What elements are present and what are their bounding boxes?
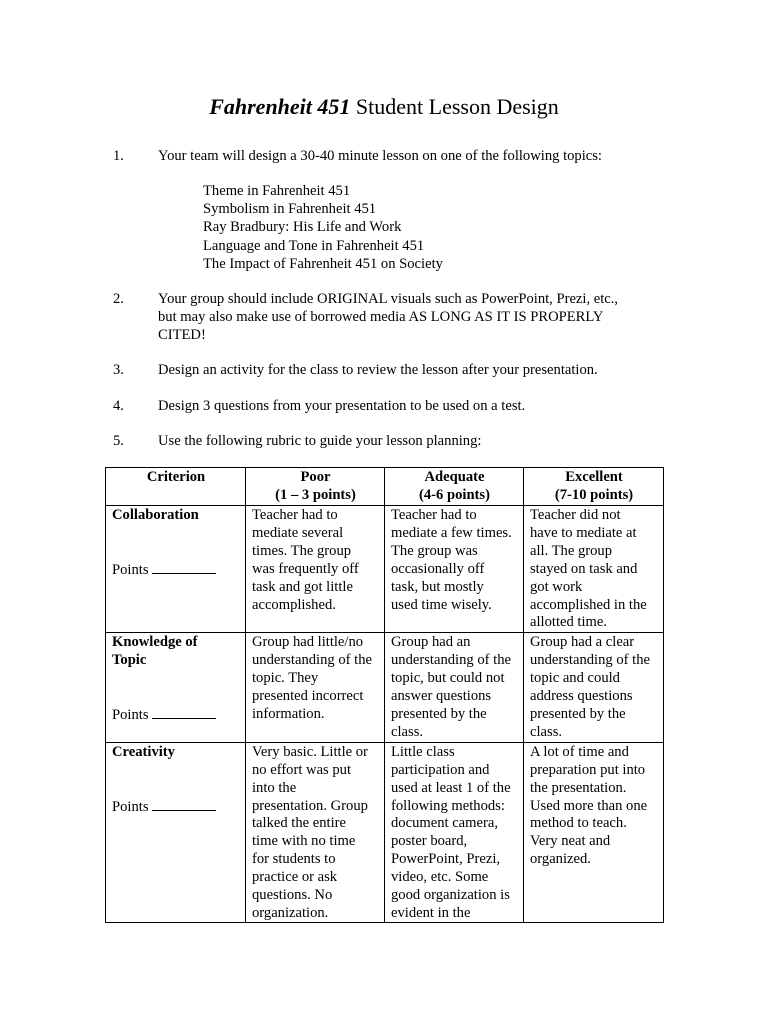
points-blank: [152, 798, 216, 811]
points-blank: [152, 706, 216, 719]
points-label: Points: [112, 561, 149, 578]
poor-cell: [246, 742, 385, 922]
cell-line: practice or ask: [252, 869, 338, 886]
cell-line: understanding of the: [530, 652, 650, 669]
points-label: Points: [112, 798, 149, 815]
cell-line: A lot of time and: [530, 743, 629, 760]
cell-line: Teacher had to: [252, 507, 338, 523]
cell-line: the presentation.: [530, 779, 627, 796]
header-range: (1 – 3 points): [275, 486, 356, 503]
item-text-line: CITED!: [158, 327, 206, 343]
cell-line: accomplished.: [252, 596, 336, 613]
cell-line: time with no time: [252, 833, 356, 850]
cell-line: have to mediate at: [530, 524, 637, 541]
cell-line: allotted time.: [530, 614, 608, 631]
excellent-cell: [524, 742, 664, 922]
cell-line: PowerPoint, Prezi,: [391, 851, 501, 868]
item-text-line: but may also make use of borrowed media AS LONG AS IT IS PROPERLY: [158, 309, 604, 325]
excellent-cell: [524, 633, 664, 742]
page-title: [0, 93, 768, 121]
criterion-name: Knowledge of: [112, 634, 198, 651]
cell-line: Group had little/no: [252, 634, 364, 651]
cell-line: stayed on task and: [530, 560, 638, 577]
points-label: Points: [112, 707, 149, 724]
item-text-line: Your team will design a 30-40 minute lesson on one of the following topics:: [158, 148, 602, 164]
cell-line: presented by the: [530, 705, 626, 722]
cell-line: understanding of the: [252, 652, 372, 669]
cell-line: used at least 1 of the: [391, 779, 511, 796]
header-label: Adequate: [424, 469, 485, 485]
item-number: 2.: [113, 291, 124, 307]
criterion-cell: [106, 742, 246, 922]
item-number: 4.: [113, 398, 124, 414]
cell-line: following methods:: [391, 797, 505, 814]
cell-line: Used more than one: [530, 797, 648, 814]
cell-line: mediate a few times.: [391, 524, 512, 541]
cell-line: questions. No: [252, 887, 333, 904]
cell-line: accomplished in the: [530, 596, 647, 613]
cell-line: class.: [530, 723, 563, 740]
topic-item: Theme in Fahrenheit 451: [203, 183, 351, 199]
cell-line: topic and could: [530, 670, 620, 687]
cell-line: was frequently off: [252, 560, 359, 577]
cell-line: good organization is: [391, 887, 510, 904]
cell-line: Little class: [391, 743, 455, 760]
cell-line: used time wisely.: [391, 596, 492, 613]
poor-cell: [246, 506, 385, 633]
cell-line: talked the entire: [252, 815, 347, 832]
cell-line: organized.: [530, 851, 591, 868]
excellent-cell: [524, 506, 664, 633]
cell-line: presentation. Group: [252, 797, 368, 814]
criterion-name: Creativity: [112, 743, 175, 760]
rubric-row-knowledge: [106, 633, 664, 742]
cell-line: Group had a clear: [530, 634, 635, 651]
cell-line: no effort was put: [252, 761, 352, 778]
item-number: 3.: [113, 362, 124, 378]
header-poor: [246, 468, 385, 506]
header-range: (4-6 points): [419, 486, 490, 503]
cell-line: Very basic. Little or: [252, 743, 368, 760]
header-label: Criterion: [146, 469, 206, 485]
cell-line: class.: [391, 723, 424, 740]
criterion-cell: [106, 506, 246, 633]
item-number: 1.: [113, 148, 124, 164]
points-field: [112, 561, 240, 580]
adequate-cell: [385, 633, 524, 742]
cell-line: address questions: [530, 688, 633, 705]
item-text-line: Your group should include ORIGINAL visuals such as PowerPoint, Prezi, etc.,: [158, 291, 619, 307]
cell-line: Teacher had to: [391, 507, 477, 523]
cell-line: preparation put into: [530, 761, 646, 778]
cell-line: poster board,: [391, 833, 468, 850]
cell-line: for students to: [252, 851, 336, 868]
cell-line: occasionally off: [391, 560, 485, 577]
points-blank: [152, 561, 216, 574]
cell-line: topic. They: [252, 670, 319, 687]
cell-line: participation and: [391, 761, 490, 778]
item-text-line: Design 3 questions from your presentation to be used on a test.: [158, 398, 526, 414]
rubric-header-row: [106, 468, 664, 506]
cell-line: answer questions: [391, 688, 492, 705]
header-criterion: [106, 468, 246, 506]
criterion-name: Topic: [112, 652, 147, 669]
cell-line: information.: [252, 705, 325, 722]
rubric-row-collaboration: [106, 506, 664, 633]
item-text-line: Use the following rubric to guide your lesson planning:: [158, 433, 482, 449]
topic-item: The Impact of Fahrenheit 451 on Society: [203, 255, 443, 272]
cell-line: understanding of the: [391, 652, 511, 669]
cell-line: method to teach.: [530, 815, 627, 832]
cell-line: presented by the: [391, 705, 487, 722]
poor-cell: [246, 633, 385, 742]
cell-line: organization.: [252, 904, 329, 921]
cell-line: document camera,: [391, 815, 498, 832]
item-number: 5.: [113, 433, 124, 449]
adequate-cell: [385, 742, 524, 922]
cell-line: task and got little: [252, 578, 353, 595]
topic-item: Ray Bradbury: His Life and Work: [203, 219, 402, 236]
points-field: [112, 706, 240, 725]
criterion-name: Collaboration: [112, 507, 199, 523]
topic-item: Symbolism in Fahrenheit 451: [203, 201, 377, 218]
header-adequate: [385, 468, 524, 506]
header-range: (7-10 points): [554, 486, 634, 503]
adequate-cell: [385, 506, 524, 633]
cell-line: times. The group: [252, 542, 352, 559]
cell-line: evident in the: [391, 904, 471, 921]
cell-line: got work: [530, 578, 583, 595]
cell-line: mediate several: [252, 524, 344, 541]
title-rest: Student Lesson Design: [355, 94, 559, 119]
points-field: [112, 798, 240, 817]
cell-line: video, etc. Some: [391, 869, 489, 886]
title-book-name: Fahrenheit 451: [209, 94, 351, 119]
item-text-line: Design an activity for the class to review the lesson after your presentation.: [158, 362, 598, 378]
cell-line: presented incorrect: [252, 688, 364, 705]
cell-line: into the: [252, 779, 297, 796]
cell-line: Very neat and: [530, 833, 611, 850]
criterion-cell: [106, 633, 246, 742]
rubric-table: [105, 467, 664, 923]
cell-line: Group had an: [391, 634, 471, 651]
header-excellent: [524, 468, 664, 506]
cell-line: The group was: [391, 542, 478, 559]
header-label: Excellent: [565, 469, 623, 485]
cell-line: task, but mostly: [391, 578, 484, 595]
topic-item: Language and Tone in Fahrenheit 451: [203, 237, 425, 254]
cell-line: all. The group: [530, 542, 613, 559]
topic-list: [203, 182, 603, 273]
cell-line: topic, but could not: [391, 670, 505, 687]
cell-line: Teacher did not: [530, 507, 621, 523]
header-label: Poor: [300, 469, 331, 485]
rubric-row-creativity: [106, 742, 664, 922]
